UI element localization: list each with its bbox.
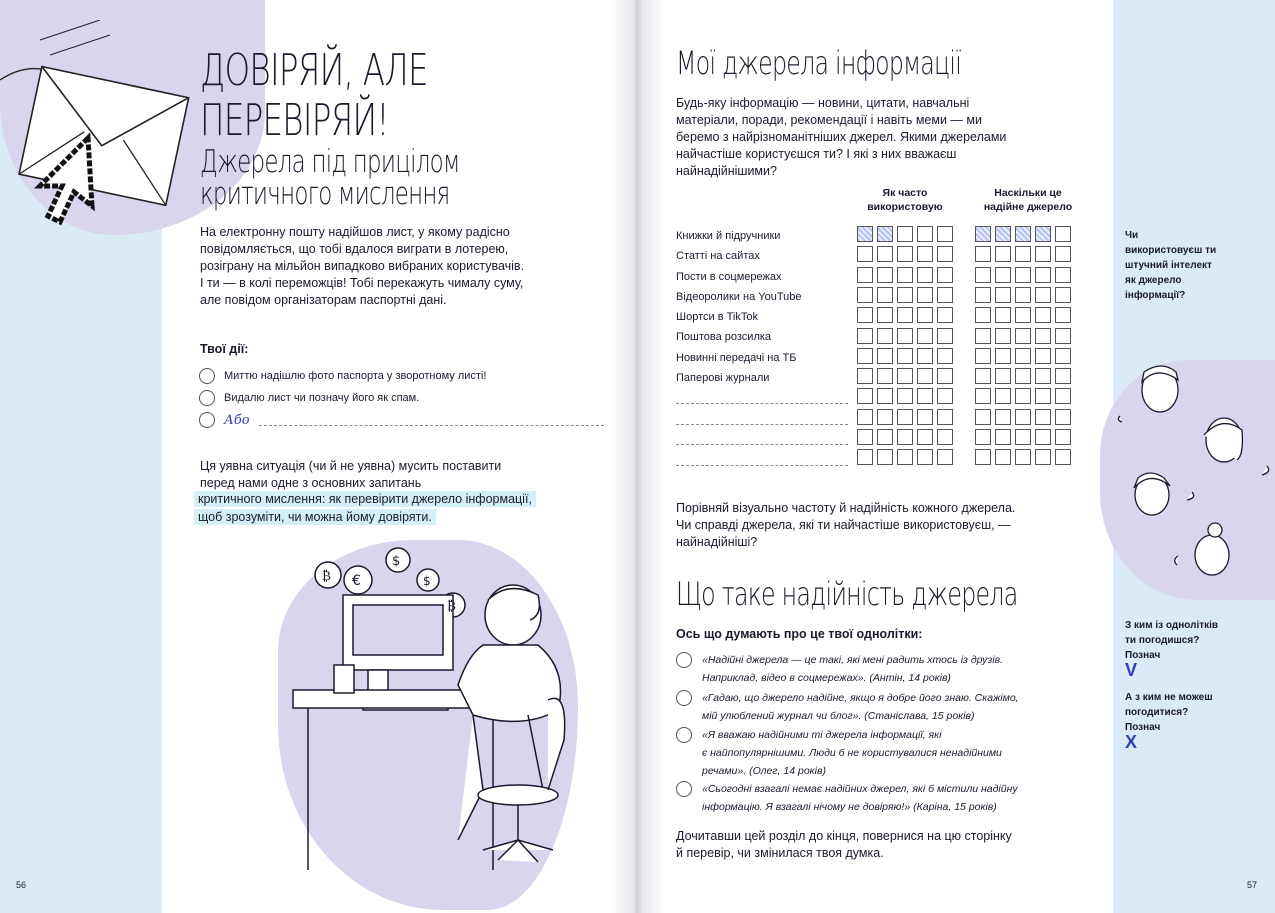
frequency-checkbox[interactable] [897, 328, 913, 344]
reliability-checkbox[interactable] [1015, 429, 1031, 445]
frequency-checkbox[interactable] [937, 226, 953, 242]
reliability-checkbox[interactable] [1035, 246, 1051, 262]
closing-paragraph: Дочитавши цей розділ до кінця, повернися на цю сторінку й перевір, чи змінилася твоя думка. [676, 829, 1012, 860]
frequency-checkbox[interactable] [897, 388, 913, 404]
rating-row [857, 287, 1075, 303]
frequency-checkbox[interactable] [877, 449, 893, 465]
frequency-checkbox[interactable] [897, 449, 913, 465]
option-other[interactable] [199, 412, 604, 428]
reliability-checkbox[interactable] [1055, 287, 1071, 303]
column-spacer [957, 348, 975, 364]
column-spacer [957, 429, 975, 445]
frequency-checkbox[interactable] [937, 409, 953, 425]
frequency-checkbox[interactable] [857, 409, 873, 425]
custom-source-line[interactable] [676, 465, 848, 466]
frequency-checkbox[interactable] [917, 307, 933, 323]
source-label: Пости в соцмережах [676, 270, 782, 283]
frequency-checkbox[interactable] [877, 246, 893, 262]
agree-prompt: З ким із однолітків ти погодишся? Познач V [1125, 618, 1235, 678]
option-delete-spam[interactable] [199, 390, 419, 406]
frequency-checkbox[interactable] [877, 388, 893, 404]
radio-button[interactable] [199, 412, 215, 428]
column-spacer [957, 226, 975, 242]
source-label: Шортси в TikTok [676, 311, 758, 324]
frequency-checkbox[interactable] [857, 328, 873, 344]
reliability-checkbox[interactable] [1015, 388, 1031, 404]
frequency-checkbox[interactable] [937, 429, 953, 445]
rating-row [857, 409, 1075, 425]
column-spacer [957, 246, 975, 262]
column-header-frequency: Як часто використовую [867, 187, 943, 213]
frequency-checkbox[interactable] [917, 429, 933, 445]
agree-mark-icon: V [1125, 660, 1138, 680]
radio-button[interactable] [676, 652, 692, 668]
option-send-passport[interactable] [199, 368, 486, 384]
reliability-checkbox[interactable] [975, 226, 991, 242]
column-spacer [957, 287, 975, 303]
quote-text: «Сьогодні взагалі немає надійних джерел, які б містили надійну інформацію. Я взагалі нічому не довіряю!» (Каріна, 15 років) [702, 783, 1018, 813]
radio-button[interactable] [676, 781, 692, 797]
frequency-checkbox[interactable] [937, 246, 953, 262]
disagree-mark-icon: X [1125, 732, 1138, 752]
reliability-checkbox[interactable] [1035, 348, 1051, 364]
custom-source-line[interactable] [676, 424, 848, 425]
rating-row [857, 267, 1075, 283]
frequency-checkbox[interactable] [877, 328, 893, 344]
column-spacer [957, 307, 975, 323]
frequency-checkbox[interactable] [937, 388, 953, 404]
reliability-checkbox[interactable] [975, 368, 991, 384]
frequency-checkbox[interactable] [877, 226, 893, 242]
frequency-checkbox[interactable] [897, 429, 913, 445]
reliability-checkbox[interactable] [1055, 246, 1071, 262]
reliability-checkbox[interactable] [1015, 287, 1031, 303]
frequency-checkbox[interactable] [917, 368, 933, 384]
frequency-checkbox[interactable] [877, 307, 893, 323]
option-label: Миттю надішлю фото паспорта у зворотному листі! [224, 370, 487, 382]
source-label: Книжки й підручники [676, 230, 781, 242]
rating-row [857, 429, 1075, 445]
book-gutter [610, 0, 665, 913]
frequency-checkbox[interactable] [857, 388, 873, 404]
source-label: Новинні передачі на ТБ [676, 351, 797, 364]
rating-row [857, 328, 1075, 344]
reliability-checkbox[interactable] [995, 429, 1011, 445]
frequency-checkbox[interactable] [917, 328, 933, 344]
reliability-checkbox[interactable] [1035, 409, 1051, 425]
conclusion-paragraph: Ця уявна ситуація (чи й не уявна) мусить поставити перед нами одне з основних запитань [200, 459, 502, 490]
frequency-checkbox[interactable] [917, 388, 933, 404]
column-spacer [957, 409, 975, 425]
reliability-checkbox[interactable] [1035, 388, 1051, 404]
quote-antin[interactable] [676, 651, 1072, 687]
frequency-checkbox[interactable] [917, 267, 933, 283]
rating-row [857, 307, 1075, 323]
reliability-checkbox[interactable] [975, 388, 991, 404]
frequency-checkbox[interactable] [897, 348, 913, 364]
reliability-checkbox[interactable] [1055, 449, 1071, 465]
reliability-checkbox[interactable] [1055, 226, 1071, 242]
column-header-reliability: Наскільки це надійне джерело [983, 187, 1073, 213]
reliability-checkbox[interactable] [975, 287, 991, 303]
svg-text:$: $ [392, 554, 401, 569]
reliability-checkbox[interactable] [1035, 449, 1051, 465]
ai-question: Чи використовуєш ти штучний інтелект як джерело інформації? [1125, 230, 1217, 301]
frequency-checkbox[interactable] [857, 307, 873, 323]
radio-button[interactable] [199, 390, 215, 406]
reliability-checkbox[interactable] [1055, 267, 1071, 283]
rating-row [857, 348, 1075, 364]
highlighted-question: критичного мислення: як перевірити джерело інформації, щоб зрозуміти, чи можна йому довіряти. [194, 491, 536, 526]
frequency-checkbox[interactable] [937, 368, 953, 384]
sources-intro: Будь-яку інформацію — новини, цитати, навчальні матеріали, поради, рекомендації і навіть меми — ми беремо з найрізноманітніших джерел. Якими джерелами найчастіше користуєшся ти? І які з них вважаєш найнадійнішими? [676, 96, 1007, 178]
frequency-checkbox[interactable] [897, 409, 913, 425]
rating-row [857, 246, 1075, 262]
reliability-checkbox[interactable] [995, 348, 1011, 364]
page-number-left: 56 [16, 880, 27, 890]
frequency-checkbox[interactable] [877, 368, 893, 384]
frequency-checkbox[interactable] [897, 287, 913, 303]
quote-oleh[interactable] [676, 726, 1072, 780]
frequency-checkbox[interactable] [937, 287, 953, 303]
reliability-checkbox[interactable] [975, 429, 991, 445]
reliability-checkbox[interactable] [975, 246, 991, 262]
frequency-checkbox[interactable] [897, 267, 913, 283]
page-number-right: 57 [1247, 880, 1258, 890]
reliability-checkbox[interactable] [975, 348, 991, 364]
quote-text: «Надійні джерела — це такі, які мені радить хтось із друзів. Наприклад, відео в соцмережах». (Антін, 14 років) [702, 654, 1003, 684]
column-spacer [957, 449, 975, 465]
reliability-checkbox[interactable] [1035, 429, 1051, 445]
frequency-checkbox[interactable] [857, 368, 873, 384]
reliability-checkbox[interactable] [995, 226, 1011, 242]
radio-button[interactable] [676, 727, 692, 743]
svg-text:₿: ₿ [322, 569, 331, 584]
radio-button[interactable] [199, 368, 215, 384]
peers-faces-illustration [1112, 360, 1275, 590]
reliability-checkbox[interactable] [1055, 348, 1071, 364]
frequency-checkbox[interactable] [917, 449, 933, 465]
frequency-checkbox[interactable] [857, 267, 873, 283]
rating-row [857, 388, 1075, 404]
reliability-checkbox[interactable] [1055, 429, 1071, 445]
page-subtitle: Джерела під прицілом критичного мислення [200, 144, 460, 212]
reliability-checkbox[interactable] [1015, 409, 1031, 425]
reliability-checkbox[interactable] [1035, 226, 1051, 242]
reliability-checkbox[interactable] [975, 328, 991, 344]
svg-text:$: $ [423, 574, 431, 588]
frequency-checkbox[interactable] [917, 287, 933, 303]
frequency-checkbox[interactable] [937, 449, 953, 465]
frequency-checkbox[interactable] [857, 348, 873, 364]
person-at-computer-illustration [268, 540, 588, 880]
source-label: Поштова розсилка [676, 331, 772, 344]
reliability-checkbox[interactable] [1055, 409, 1071, 425]
page-title: ДОВІРЯЙ, АЛЕ ПЕРЕВІРЯЙ! [200, 45, 428, 146]
reliability-checkbox[interactable] [995, 388, 1011, 404]
reliability-checkbox[interactable] [1055, 368, 1071, 384]
source-label: Відеоролики на YouTube [676, 290, 802, 303]
frequency-checkbox[interactable] [937, 267, 953, 283]
frequency-checkbox[interactable] [857, 449, 873, 465]
reliability-checkbox[interactable] [1035, 307, 1051, 323]
frequency-checkbox[interactable] [877, 348, 893, 364]
frequency-checkbox[interactable] [877, 267, 893, 283]
reliability-checkbox[interactable] [1015, 226, 1031, 242]
reliability-checkbox[interactable] [995, 368, 1011, 384]
section-title-sources: Мої джерела інформації [676, 44, 962, 82]
frequency-checkbox[interactable] [897, 226, 913, 242]
reliability-checkbox[interactable] [1015, 348, 1031, 364]
disagree-prompt: А з ким не можеш погодитися? Познач X [1125, 690, 1235, 750]
reliability-checkbox[interactable] [1015, 449, 1031, 465]
frequency-checkbox[interactable] [897, 246, 913, 262]
radio-button[interactable] [676, 690, 692, 706]
reliability-checkbox[interactable] [1015, 368, 1031, 384]
column-spacer [957, 388, 975, 404]
custom-source-line[interactable] [676, 444, 848, 445]
reliability-checkbox[interactable] [1035, 287, 1051, 303]
quote-karina[interactable] [676, 780, 1072, 816]
frequency-checkbox[interactable] [937, 328, 953, 344]
frequency-checkbox[interactable] [917, 246, 933, 262]
column-spacer [957, 368, 975, 384]
envelope-cursor-illustration [0, 20, 210, 250]
reliability-checkbox[interactable] [1015, 307, 1031, 323]
frequency-checkbox[interactable] [937, 348, 953, 364]
actions-heading: Твої дії: [200, 342, 249, 356]
reliability-checkbox[interactable] [995, 267, 1011, 283]
quote-text: «Я вважаю надійними ті джерела інформації, які є найпопулярнішими. Люди б не користувалися ненадійними речами». (Олег, 14 років) [702, 729, 1002, 777]
reliability-checkbox[interactable] [1035, 328, 1051, 344]
intro-paragraph: На електронну пошту надійшов лист, у якому радісно повідомляється, що тобі вдалося виграти в лотерею, розіграну на мільйон випадково вибраних користувачів. І ти — в колі переможців! Тобі перекажуть чималу суму, але повідом організаторам паспортні дані. [200, 225, 525, 307]
sources-list [676, 226, 801, 388]
source-label: Паперові журнали [676, 372, 770, 385]
frequency-checkbox[interactable] [877, 409, 893, 425]
reliability-checkbox[interactable] [975, 267, 991, 283]
reliability-checkbox[interactable] [995, 307, 1011, 323]
reliability-checkbox[interactable] [975, 449, 991, 465]
custom-source-line[interactable] [676, 403, 848, 404]
reliability-checkbox[interactable] [995, 449, 1011, 465]
frequency-checkbox[interactable] [877, 287, 893, 303]
other-label: Або [224, 412, 250, 428]
frequency-checkbox[interactable] [917, 348, 933, 364]
section-title-reliability: Що таке надійність джерела [676, 575, 1018, 613]
peers-heading: Ось що думають про це твої однолітки: [676, 627, 923, 641]
reliability-checkbox[interactable] [1055, 307, 1071, 323]
frequency-checkbox[interactable] [857, 287, 873, 303]
reliability-checkbox[interactable] [1015, 267, 1031, 283]
reliability-checkbox[interactable] [995, 287, 1011, 303]
reliability-checkbox[interactable] [1015, 246, 1031, 262]
reliability-checkbox[interactable] [1015, 328, 1031, 344]
column-spacer [957, 328, 975, 344]
frequency-checkbox[interactable] [857, 246, 873, 262]
reliability-checkbox[interactable] [1035, 368, 1051, 384]
frequency-checkbox[interactable] [937, 307, 953, 323]
reliability-checkbox[interactable] [995, 409, 1011, 425]
reliability-checkbox[interactable] [975, 307, 991, 323]
source-label: Статті на сайтах [676, 250, 760, 263]
reliability-checkbox[interactable] [1055, 328, 1071, 344]
reliability-checkbox[interactable] [995, 246, 1011, 262]
reliability-checkbox[interactable] [1055, 388, 1071, 404]
column-spacer [957, 267, 975, 283]
frequency-checkbox[interactable] [857, 429, 873, 445]
frequency-checkbox[interactable] [917, 226, 933, 242]
reliability-checkbox[interactable] [1035, 267, 1051, 283]
compare-paragraph: Порівняй візуально частоту й надійність кожного джерела. Чи справді джерела, які ти найчастіше використовуєш, — найнадійніші? [676, 501, 1016, 549]
reliability-checkbox[interactable] [975, 409, 991, 425]
rating-row [857, 368, 1075, 384]
quote-stanislava[interactable] [676, 689, 1072, 725]
svg-text:€: € [352, 573, 361, 589]
other-answer-line[interactable] [259, 414, 604, 426]
reliability-checkbox[interactable] [995, 328, 1011, 344]
option-label: Видалю лист чи позначу його як спам. [224, 392, 420, 404]
svg-text:₿: ₿ [447, 599, 456, 614]
frequency-checkbox[interactable] [897, 307, 913, 323]
frequency-checkbox[interactable] [877, 429, 893, 445]
frequency-checkbox[interactable] [897, 368, 913, 384]
quote-text: «Гадаю, що джерело надійне, якщо я добре його знаю. Скажімо, мій улюблений журнал чи блог». (Станіслава, 15 років) [702, 692, 1019, 722]
frequency-checkbox[interactable] [917, 409, 933, 425]
frequency-checkbox[interactable] [857, 226, 873, 242]
rating-row [857, 226, 1075, 242]
rating-row [857, 449, 1075, 465]
